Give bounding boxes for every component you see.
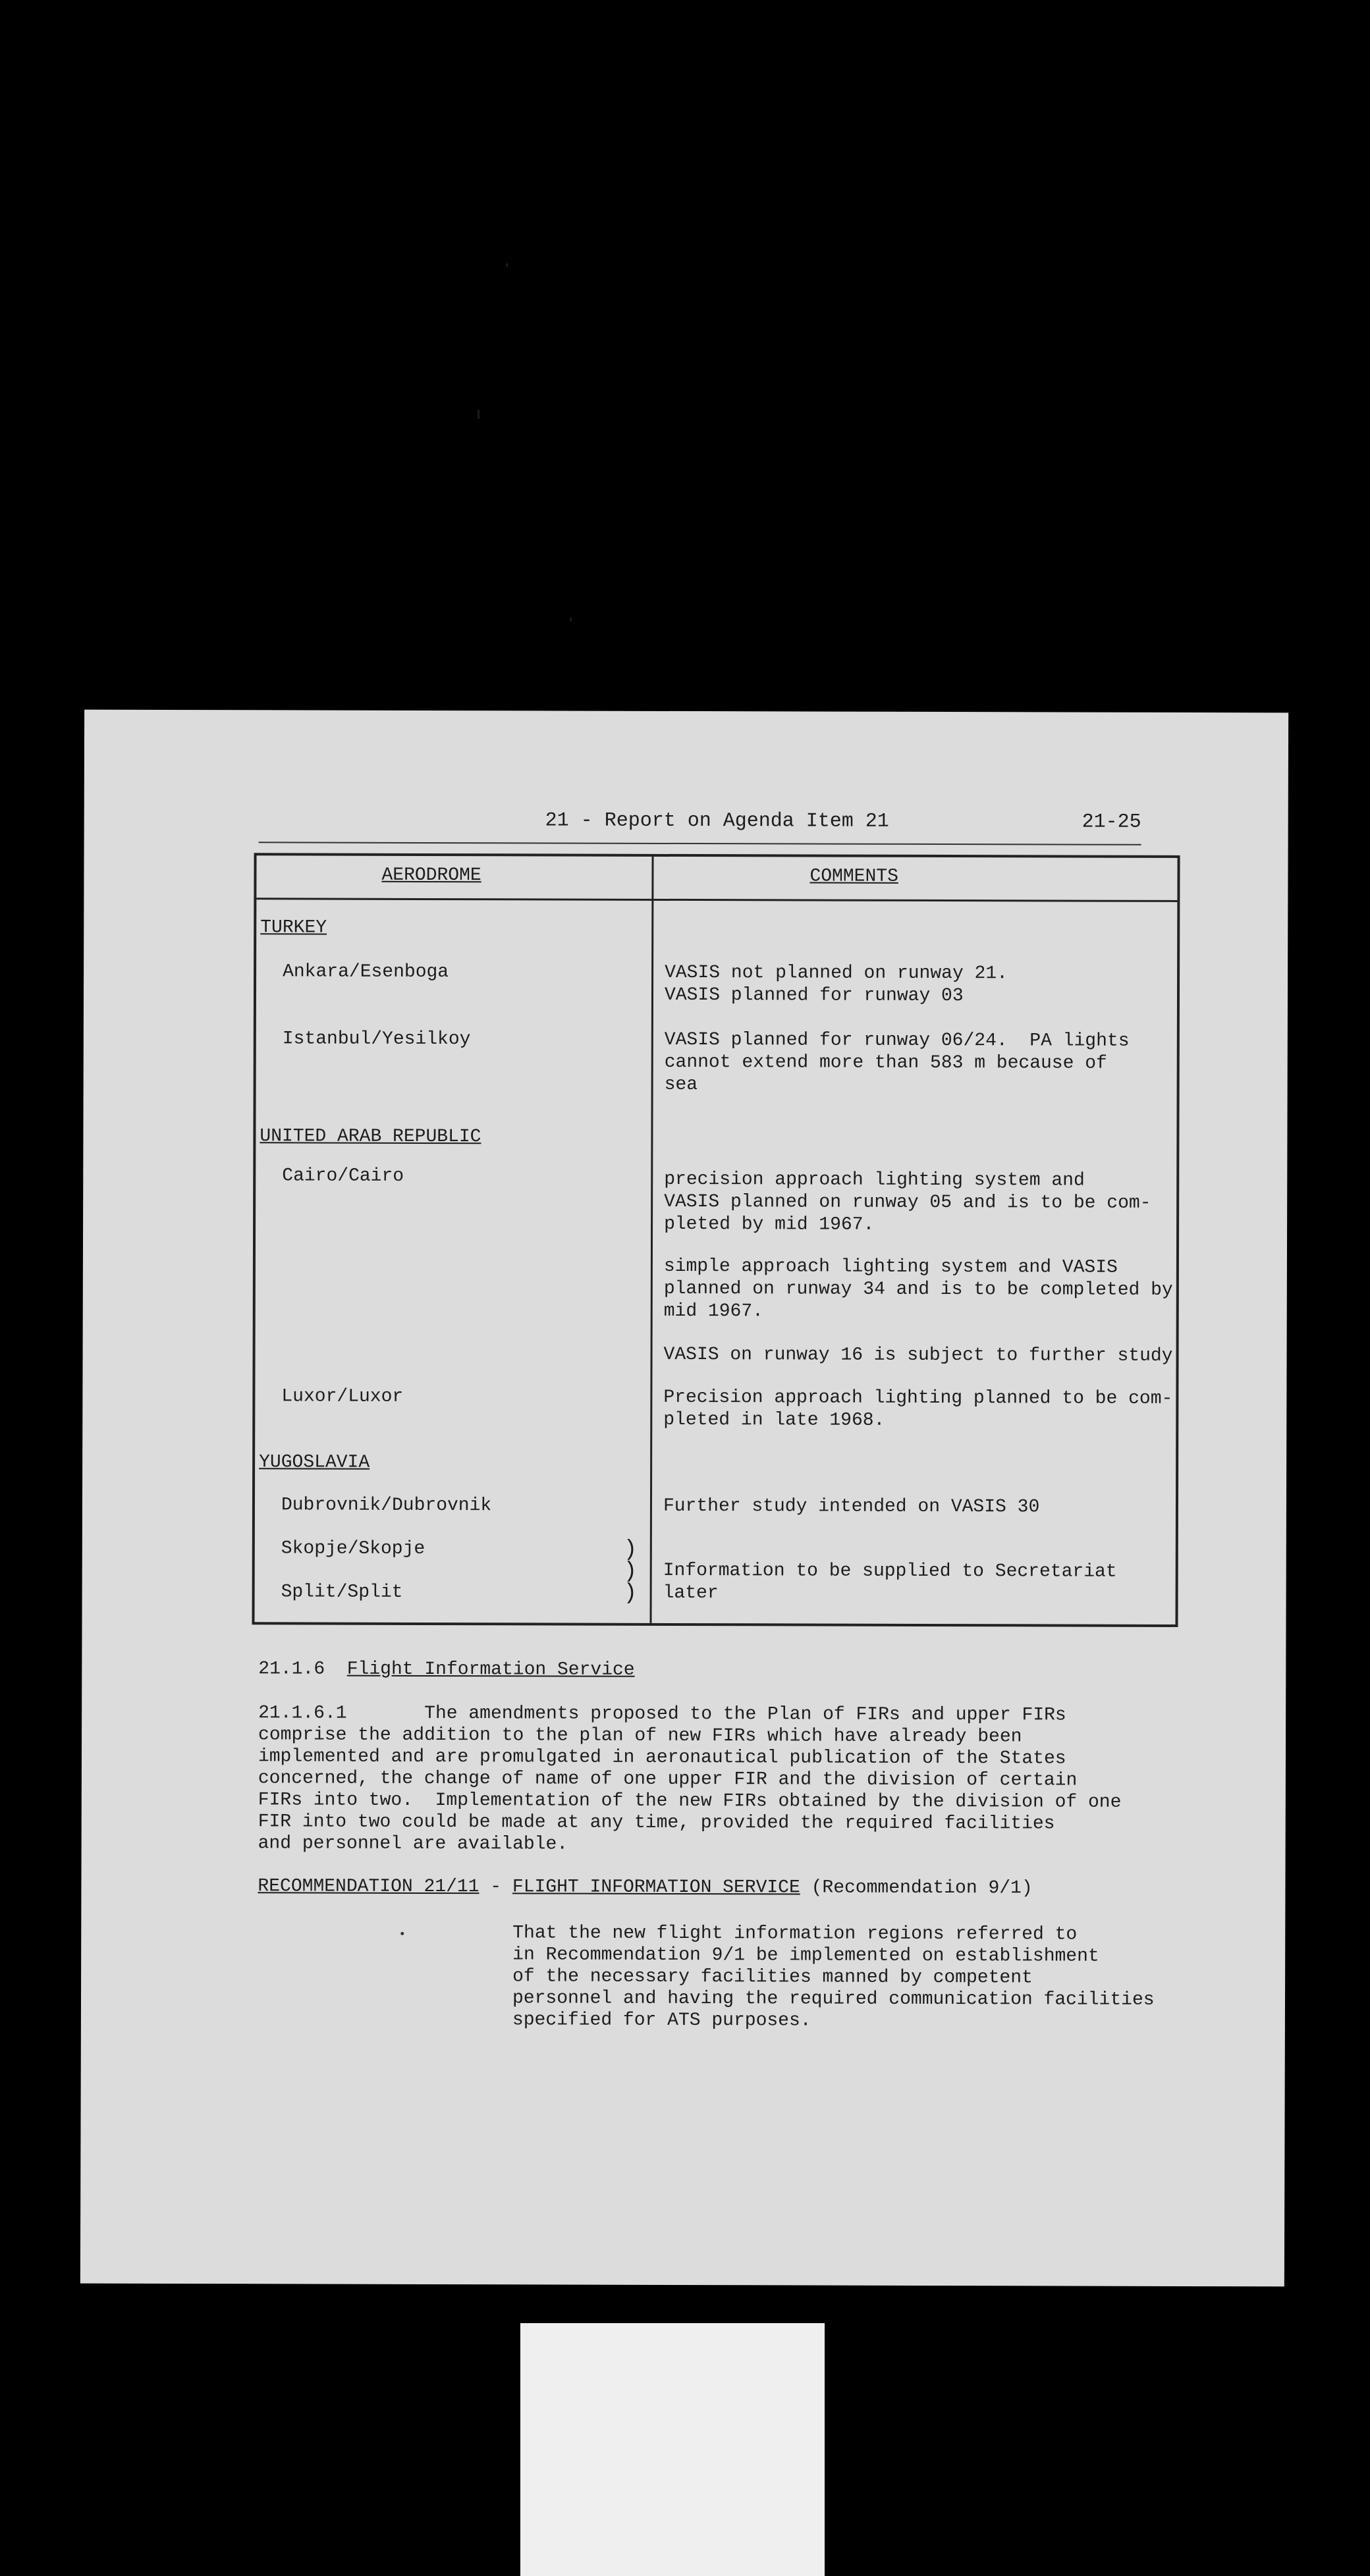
page-number: 21-25 <box>1082 811 1141 834</box>
comment-skopje-split-2: later <box>663 1582 719 1604</box>
paragraph-line: implemented and are promulgated in aeronautical publication of the States <box>258 1746 1066 1769</box>
recommendation-title: FLIGHT INFORMATION SERVICE <box>512 1877 800 1898</box>
paragraph-line: FIRs into two. Implementation of the new FIRs obtained by the division of one <box>258 1790 1122 1813</box>
paragraph-line: concerned, the change of name of one upper FIR and the division of certain <box>258 1768 1078 1791</box>
header-divider <box>256 898 1177 902</box>
country-uar: UNITED ARAB REPUBLIC <box>260 1126 481 1148</box>
aerodrome-table <box>252 853 1180 1627</box>
paragraph-line: comprise the addition to the plan of new FIRs which have already been <box>258 1725 1022 1748</box>
film-label-card <box>520 2323 825 2576</box>
brace-mark: ) <box>623 1559 638 1584</box>
stray-mark <box>400 1932 404 1935</box>
recommendation-line: of the necessary facilities manned by competent <box>512 1966 1033 1989</box>
section-heading <box>258 1658 634 1680</box>
comment-cairo-3: pleted by mid 1967. <box>664 1214 875 1235</box>
brace-mark: ) <box>623 1537 638 1563</box>
column-header-aerodrome: AERODROME <box>381 865 481 886</box>
aerodrome-istanbul: Istanbul/Yesilkoy <box>282 1029 471 1050</box>
aerodrome-skopje: Skopje/Skopje <box>281 1538 425 1559</box>
recommendation-label: RECOMMENDATION 21/11 <box>258 1876 480 1898</box>
aerodrome-luxor: Luxor/Luxor <box>281 1386 404 1407</box>
comment-cairo-7: VASIS on runway 16 is subject to further study <box>663 1344 1173 1366</box>
comment-cairo-4: simple approach lighting system and VASIS <box>663 1256 1118 1278</box>
country-turkey: TURKEY <box>260 917 327 938</box>
recommendation-heading <box>258 1875 1032 1899</box>
section-number: 21.1.6 <box>258 1659 325 1680</box>
comment-istanbul-2: cannot extend more than 583 m because of <box>664 1052 1107 1074</box>
recommendation-line: specified for ATS purposes. <box>512 2010 811 2031</box>
recommendation-line: in Recommendation 9/1 be implemented on establishment <box>512 1945 1099 1967</box>
recommendation-line: That the new flight information regions referred to <box>512 1923 1078 1945</box>
comment-cairo-1: precision approach lighting system and <box>664 1169 1085 1191</box>
aerodrome-dubrovnik: Dubrovnik/Dubrovnik <box>281 1495 492 1516</box>
aerodrome-cairo: Cairo/Cairo <box>282 1166 404 1187</box>
comment-cairo-2: VASIS planned on runway 05 and is to be com- <box>664 1191 1151 1214</box>
column-divider <box>650 857 654 1623</box>
comment-dubrovnik-1: Further study intended on VASIS 30 <box>663 1495 1040 1518</box>
comment-istanbul-1: VASIS planned for runway 06/24. PA lights <box>664 1029 1130 1052</box>
comment-luxor-1: Precision approach lighting planned to be com- <box>663 1387 1173 1409</box>
recommendation-dash: - <box>479 1877 512 1898</box>
section-title: Flight Information Service <box>346 1659 635 1680</box>
film-speck <box>506 263 508 267</box>
header-title: 21 - Report on Agenda Item 21 <box>545 809 889 833</box>
comment-skopje-split-1: Information to be supplied to Secretariat <box>663 1560 1117 1582</box>
comment-ankara-1: VASIS not planned on runway 21. <box>665 962 1008 984</box>
paragraph-line: FIR into two could be made at any time, provided the required facilities <box>258 1811 1055 1835</box>
film-speck <box>570 618 572 622</box>
comment-cairo-6: mid 1967. <box>663 1301 764 1322</box>
page-header <box>259 807 1141 845</box>
recommendation-ref: (Recommendation 9/1) <box>800 1877 1033 1899</box>
comment-ankara-2: VASIS planned for runway 03 <box>664 984 964 1007</box>
comment-luxor-2: pleted in late 1968. <box>663 1409 885 1431</box>
recommendation-line: personnel and having the required communication facilities <box>512 1988 1155 2010</box>
document-page <box>80 710 1288 2287</box>
column-header-comments: COMMENTS <box>809 866 898 887</box>
brace-mark: ) <box>623 1580 638 1606</box>
comment-cairo-5: planned on runway 34 and is to be completed by <box>663 1278 1173 1301</box>
film-speck <box>478 410 480 419</box>
comment-istanbul-3: sea <box>664 1074 698 1096</box>
paragraph-line <box>258 1702 1066 1726</box>
paragraph-text: The amendments proposed to the Plan of FIRs and upper FIRs <box>424 1703 1066 1726</box>
paragraph-line: and personnel are available. <box>258 1833 568 1855</box>
aerodrome-split: Split/Split <box>281 1582 403 1603</box>
paragraph-number: 21.1.6.1 <box>258 1703 347 1724</box>
aerodrome-ankara: Ankara/Esenboga <box>283 961 449 983</box>
country-yugoslavia: YUGOSLAVIA <box>259 1452 370 1473</box>
